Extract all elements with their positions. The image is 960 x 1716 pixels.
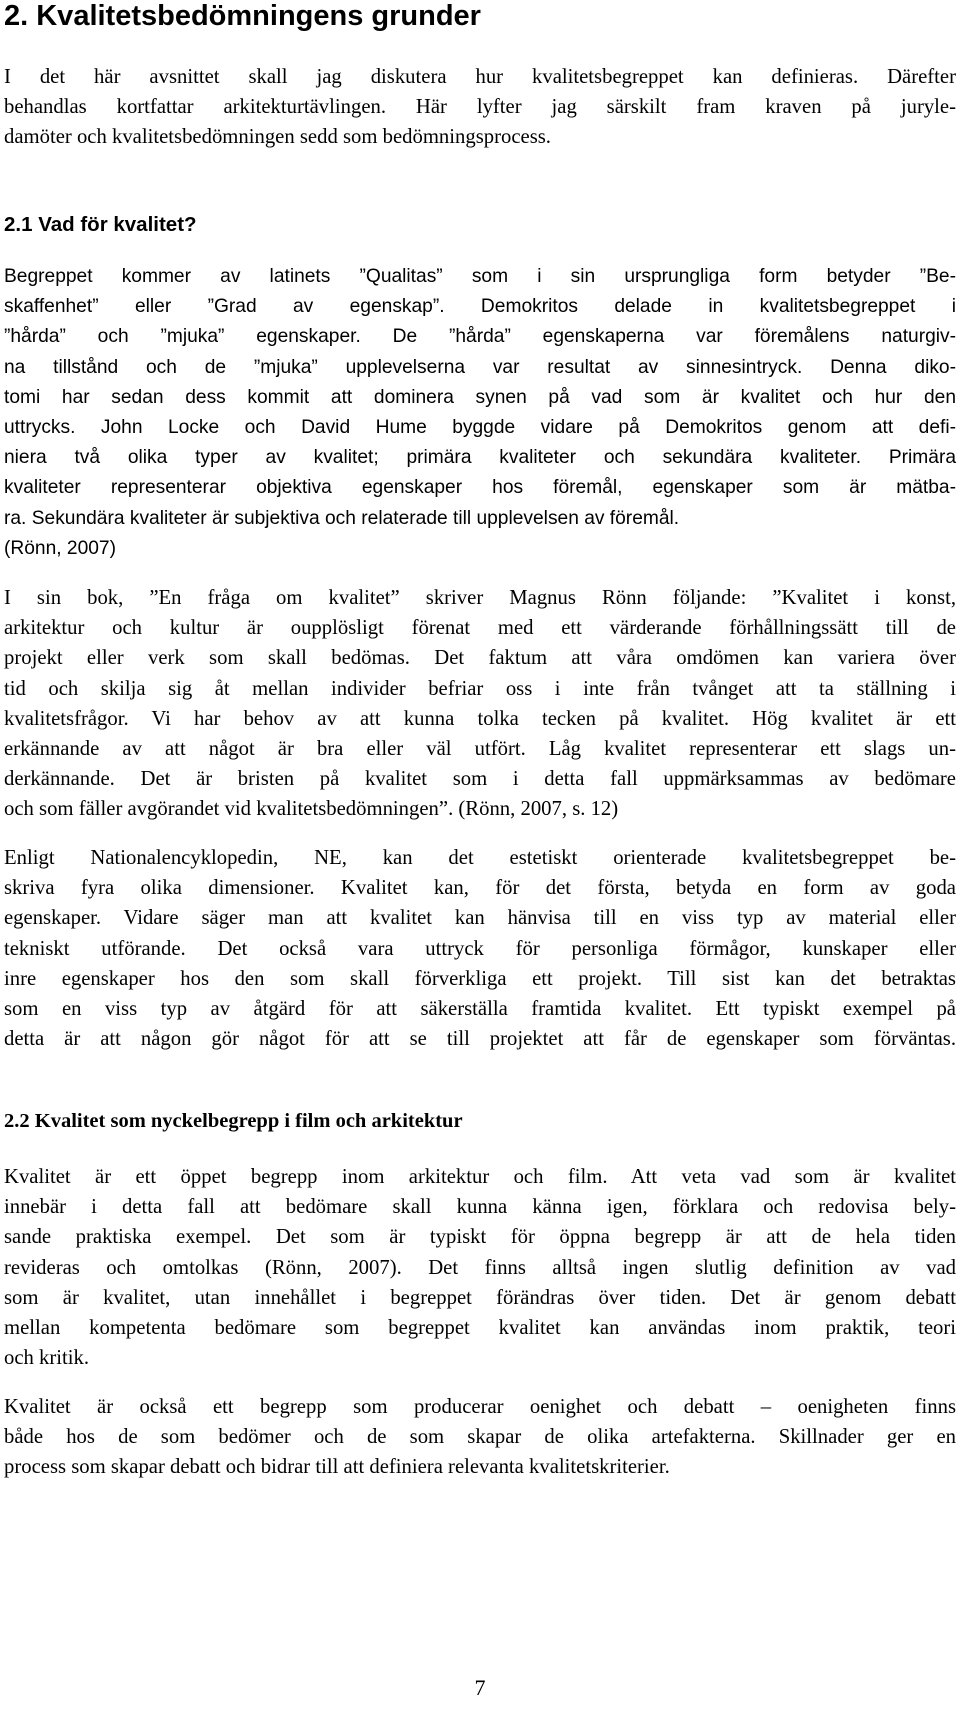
text-line: mellan kompetenta bedömare som begreppet kvalitet kan användas inom praktik, teori [4,1317,956,1340]
text-line: Enligt Nationalencyklopedin, NE, kan det estetiskt orienterade kvalitetsbegreppet be- [4,847,956,869]
text-line: I sin bok, ”En fråga om kvalitet” skriver Magnus Rönn följande: ”Kvalitet i konst, [4,587,956,609]
text-line: process som skapar debatt och bidrar till att definiera relevanta kvalitetskriterier. [4,1456,670,1479]
section-heading-2-1: 2.1 Vad för kvalitet? [4,213,197,236]
section-2-1-paragraph-3 [4,843,956,1054]
text-line: kvaliteter representerar objektiva egenskaper hos föremål, egenskaper som är mätba- [4,477,956,499]
text-line: detta är att någon gör något för att se till projektet att får de egenskaper som förväntas. [4,1028,956,1051]
text-line: ”hårda” och ”mjuka” egenskaper. De ”hårda” egenskaperna var föremålens naturgiv- [4,326,956,348]
text-line: Begreppet kommer av latinets ”Qualitas” som i sin ursprungliga form betyder ”Be- [4,266,956,287]
text-line: I det här avsnittet skall jag diskutera hur kvalitetsbegreppet kan definieras. Därefter [4,66,956,88]
text-line: ra. Sekundära kvaliteter är subjektiva och relaterade till upplevelsen av föremål. [4,507,680,529]
text-line: tekniskt utförande. Det också vara uttryck för personliga förmågor, kunskaper eller [4,937,956,960]
text-line: na tillstånd och de ”mjuka” upplevelserna var resultat av sinnesintryck. Denna diko- [4,356,956,378]
text-line: erkännande av att något är bra eller väl utfört. Låg kvalitet representerar ett slags un- [4,738,956,761]
text-line: som är kvalitet, utan innehållet i begreppet förändras över tiden. Det är genom debatt [4,1286,956,1309]
section-2-1-paragraph-2 [4,583,956,825]
text-line: sande praktiska exempel. Det som är typiskt för öppna begrepp är att de hela tiden [4,1226,956,1249]
text-line: behandlas kortfattar arkitekturtävlingen. Här lyfter jag särskilt fram kraven på juryle- [4,96,956,119]
text-line: skriva fyra olika dimensioner. Kvalitet kan, för det första, betyda en form av goda [4,877,956,900]
section-2-2-paragraph-1 [4,1162,956,1373]
text-line: projekt eller verk som skall bedömas. Det faktum att våra omdömen kan variera över [4,647,956,670]
text-line: revideras och omtolkas (Rönn, 2007). Det finns alltså ingen slutlig definition av vad [4,1256,956,1279]
text-line: innebär i detta fall att bedömare skall kunna känna igen, förklara och redovisa bely- [4,1196,956,1219]
text-line: derkännande. Det är bristen på kvalitet som i detta fall uppmärksammas av bedömare [4,768,956,791]
text-line: egenskaper. Vidare säger man att kvalitet kan hänvisa till en viss typ av material eller [4,907,956,930]
text-line: både hos de som bedömer och de som skapar de olika artefakterna. Skillnader ger en [4,1426,956,1449]
text-line: arkitektur och kultur är oupplösligt förenat med ett värderande förhållningssätt till de [4,617,956,640]
text-line: niera två olika typer av kvalitet; primära kvaliteter och sekundära kvaliteter. Primära [4,447,956,469]
text-line: uttrycks. John Locke och David Hume byggde vidare på Demokritos genom att defi- [4,417,956,439]
text-line: kvalitetsfrågor. Vi har behov av att kunna tolka tecken på kvalitet. Hög kvalitet är ett [4,707,956,730]
text-line: tid och skilja sig åt mellan individer befriar oss i inte från tvånget att ta ställning i [4,677,956,700]
intro-paragraph [4,62,956,153]
text-line: inre egenskaper hos den som skall förverkliga ett projekt. Till sist kan det betraktas [4,967,956,990]
text-line: tomi har sedan dess kommit att dominera synen på vad som är kvalitet och hur den [4,386,956,408]
page-number: 7 [474,1675,486,1700]
text-line: Kvalitet är ett öppet begrepp inom arkitektur och film. Att veta vad som är kvalitet [4,1166,956,1188]
text-line: skaffenhet” eller ”Grad av egenskap”. Demokritos delade in kvalitetsbegreppet i [4,296,956,318]
text-line: som en viss typ av åtgärd för att säkerställa framtida kvalitet. Ett typiskt exempel på [4,998,956,1021]
section-2-2-paragraph-2 [4,1392,956,1483]
text-line: och kritik. [4,1347,90,1370]
chapter-heading: 2. Kvalitetsbedömningens grunder [4,0,481,32]
text-line: och som fäller avgörandet vid kvalitetsbedömningen”. (Rönn, 2007, s. 12) [4,798,619,821]
section-2-1-paragraph-1 [4,262,956,564]
text-line: (Rönn, 2007) [4,537,116,559]
section-heading-2-2: 2.2 Kvalitet som nyckelbegrepp i film och arkitektur [4,1110,463,1132]
text-line: damöter och kvalitetsbedömningen sedd som bedömningsprocess. [4,126,551,149]
text-line: Kvalitet är också ett begrepp som producerar oenighet och debatt – oenigheten finns [4,1396,956,1418]
